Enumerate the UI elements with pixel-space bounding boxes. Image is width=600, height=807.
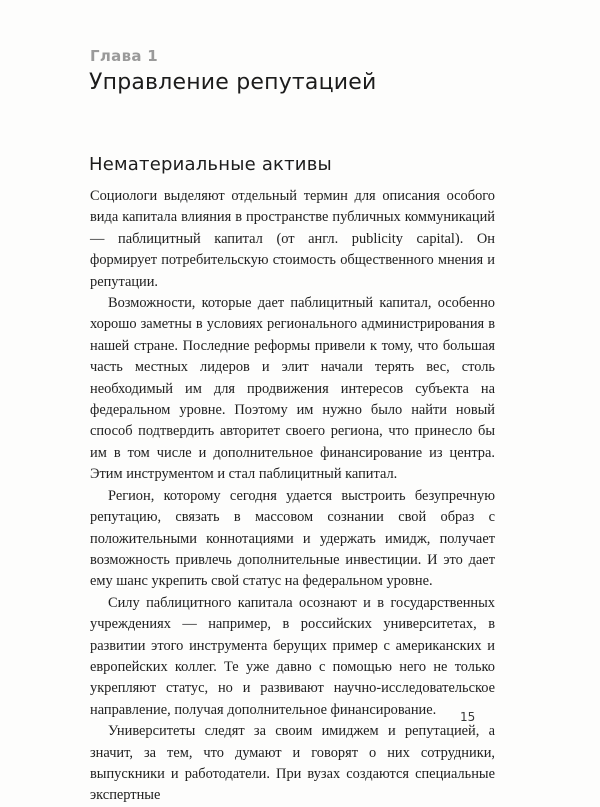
section-heading: Нематериальные активы	[89, 154, 332, 175]
chapter-title: Управление репутацией	[89, 70, 377, 95]
page-number: 15	[460, 710, 476, 724]
chapter-label: Глава 1	[90, 47, 159, 65]
paragraph: Возможности, которые дает паблицитный капитал, особенно хорошо заметны в условиях регионального администрирования в нашей стране. Последние реформы привели к тому, что большая часть местных лидеров и элит начали терять вес, столь необходимый им для продвижения интересов субъекта на федеральном уровне. Поэтому им нужно было найти новый способ подтвердить авторитет своего региона, что принесло бы им в том числе и дополнительное финансирование из центра. Этим инструментом и стал паблицитный капитал.	[90, 295, 495, 483]
body-text	[90, 186, 495, 807]
paragraph: Силу паблицитного капитала осознают и в государственных учреждениях — например, в российских университетах, в развитии этого инструмента берущих пример с американских и европейских коллег. Те уже давно с помощью него не только укрепляют статус, но и развивают научно-исследовательское направление, получая дополнительное финансирование.	[90, 594, 495, 718]
paragraph: Университеты следят за своим имиджем и репутацией, а значит, за тем, что думают и говорят о них сотрудники, выпускники и работодатели. При вузах создаются специальные экспертные	[90, 723, 495, 804]
paragraph: Регион, которому сегодня удается выстроить безупречную репутацию, связать в массовом сознании свой образ с положительными коннотациями и удержать имидж, получает возможность привлечь дополнительные инвестиции. И это дает ему шанс укрепить свой статус на федеральном уровне.	[90, 487, 495, 590]
paragraph: Социологи выделяют отдельный термин для описания особого вида капитала влияния в пространстве публичных коммуникаций — паблицитный капитал (от англ. publicity capital). Он формирует потребительскую стоимость общественного мнения и репутации.	[90, 188, 495, 290]
